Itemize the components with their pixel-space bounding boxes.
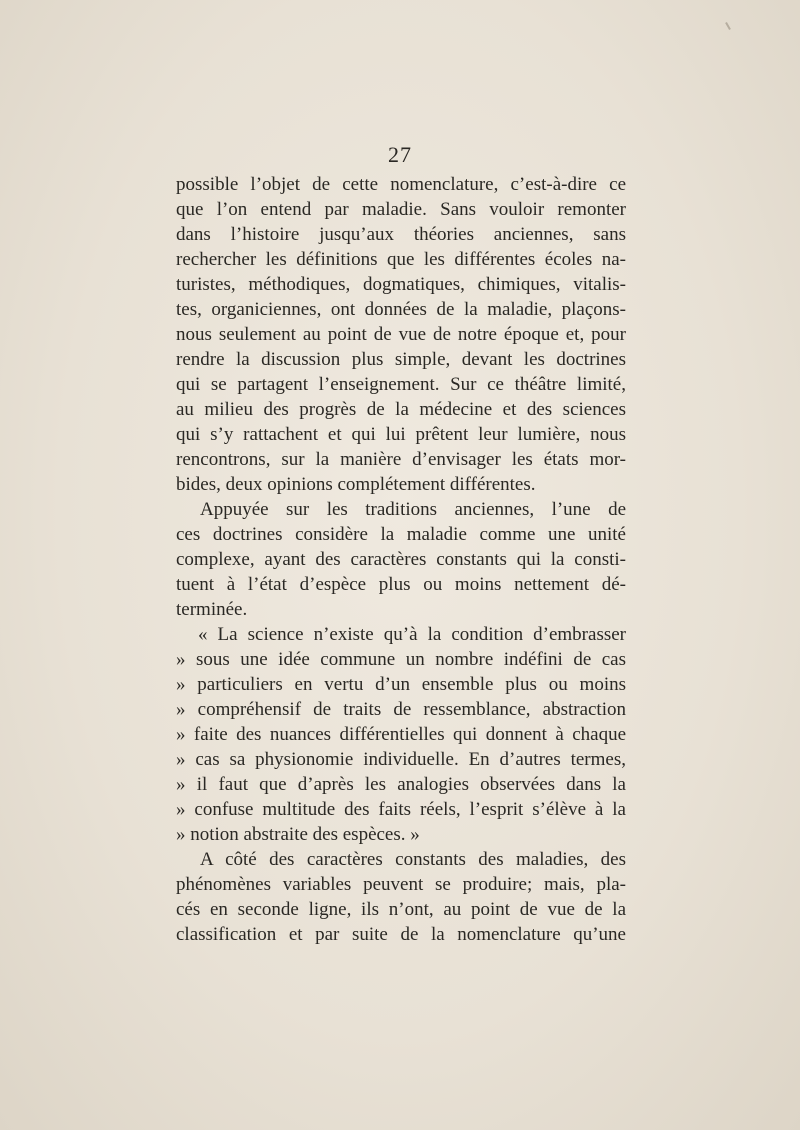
text-line: rechercher les définitions que les différentes écoles na- bbox=[176, 249, 626, 270]
text-line: rencontrons, sur la manière d’envisager les états mor- bbox=[176, 449, 626, 470]
text-line: turistes, méthodiques, dogmatiques, chimiques, vitalis- bbox=[176, 274, 626, 295]
text-line: « La science n’existe qu’à la condition d’embrasser bbox=[198, 624, 626, 645]
text-line: Appuyée sur les traditions anciennes, l’une de bbox=[200, 499, 626, 520]
text-line: qui se partagent l’enseignement. Sur ce théâtre limité, bbox=[176, 374, 626, 395]
body-text bbox=[176, 172, 626, 947]
page-number: 27 bbox=[388, 142, 412, 167]
text-line: nous seulement au point de vue de notre époque et, pour bbox=[176, 324, 626, 345]
text-line: rendre la discussion plus simple, devant les doctrines bbox=[176, 349, 626, 370]
text-line: » compréhensif de traits de ressemblance, abstraction bbox=[176, 699, 626, 720]
text-line: au milieu des progrès de la médecine et des sciences bbox=[176, 399, 626, 420]
text-line: dans l’histoire jusqu’aux théories anciennes, sans bbox=[176, 224, 626, 245]
text-line: qui s’y rattachent et qui lui prêtent leur lumière, nous bbox=[176, 424, 626, 445]
text-line: tes, organiciennes, ont données de la maladie, plaçons- bbox=[176, 299, 626, 320]
text-line: » confuse multitude des faits réels, l’esprit s’élève à la bbox=[176, 799, 626, 820]
text-line: » notion abstraite des espèces. » bbox=[176, 824, 420, 845]
text-line: que l’on entend par maladie. Sans vouloir remonter bbox=[176, 199, 626, 220]
text-line: phénomènes variables peuvent se produire; mais, pla- bbox=[176, 874, 626, 895]
text-line: classification et par suite de la nomenclature qu’une bbox=[176, 924, 626, 945]
text-line: » sous une idée commune un nombre indéfini de cas bbox=[176, 649, 626, 670]
text-line: A côté des caractères constants des maladies, des bbox=[200, 849, 626, 870]
text-line: » particuliers en vertu d’un ensemble plus ou moins bbox=[176, 674, 626, 695]
text-line: » faite des nuances différentielles qui donnent à chaque bbox=[176, 724, 626, 745]
text-line: terminée. bbox=[176, 599, 248, 620]
text-line: tuent à l’état d’espèce plus ou moins nettement dé- bbox=[176, 574, 626, 595]
text-line: bides, deux opinions complétement différentes. bbox=[176, 474, 536, 495]
text-line: » cas sa physionomie individuelle. En d’autres termes, bbox=[176, 749, 626, 770]
text-line: » il faut que d’après les analogies observées dans la bbox=[176, 774, 626, 795]
paper-speck bbox=[725, 22, 731, 30]
text-line: complexe, ayant des caractères constants qui la consti- bbox=[176, 549, 626, 570]
text-line: cés en seconde ligne, ils n’ont, au point de vue de la bbox=[176, 899, 626, 920]
text-line: ces doctrines considère la maladie comme une unité bbox=[176, 524, 626, 545]
text-line: possible l’objet de cette nomenclature, c’est-à-dire ce bbox=[176, 174, 626, 195]
